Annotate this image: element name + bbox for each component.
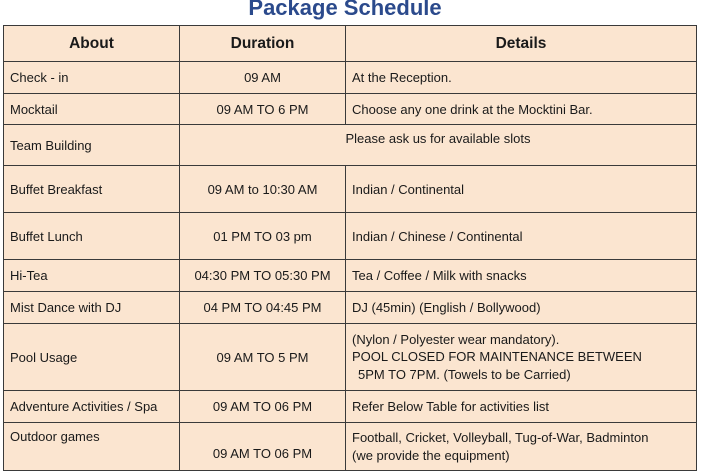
details-line: 5PM TO 7PM. (Towels to be Carried) (358, 366, 571, 382)
row-details: Choose any one drink at the Mocktini Bar. (346, 94, 697, 125)
row-merged-note: Please ask us for available slots (180, 125, 697, 166)
table-row (4, 391, 697, 423)
details-line: (Nylon / Polyester wear mandatory). (352, 331, 560, 347)
column-header-duration: Duration (180, 26, 346, 62)
row-about: Check - in (4, 62, 180, 94)
table-row (4, 260, 697, 292)
table-row (4, 292, 697, 324)
page-title: Package Schedule (248, 0, 442, 20)
table-row (4, 423, 697, 471)
table-row (4, 324, 697, 391)
row-duration: 09 AM (180, 62, 346, 94)
row-duration: 09 AM TO 5 PM (180, 324, 346, 391)
row-details: Indian / Chinese / Continental (346, 213, 697, 260)
row-details (346, 423, 697, 471)
table-row (4, 166, 697, 213)
table-row (4, 94, 697, 125)
row-about: Mist Dance with DJ (4, 292, 180, 324)
table-row (4, 62, 697, 94)
row-duration: 09 AM TO 6 PM (180, 94, 346, 125)
row-about: Mocktail (4, 94, 180, 125)
details-line: Football, Cricket, Volleyball, Tug-of-War, Badminton (352, 430, 649, 445)
row-about: Pool Usage (4, 324, 180, 391)
row-details: Tea / Coffee / Milk with snacks (346, 260, 697, 292)
row-about: Buffet Lunch (4, 213, 180, 260)
row-duration: 09 AM TO 06 PM (180, 391, 346, 423)
row-details: Refer Below Table for activities list (346, 391, 697, 423)
package-schedule-table (3, 25, 697, 471)
row-duration: 04 PM TO 04:45 PM (180, 292, 346, 324)
row-about: Team Building (4, 125, 180, 166)
row-about: Outdoor games (4, 423, 180, 471)
table-row (4, 213, 697, 260)
row-details: At the Reception. (346, 62, 697, 94)
row-about: Hi-Tea (4, 260, 180, 292)
row-duration: 04:30 PM TO 05:30 PM (180, 260, 346, 292)
table-row (4, 125, 697, 166)
details-line: (we provide the equipment) (352, 447, 510, 463)
row-about: Buffet Breakfast (4, 166, 180, 213)
row-about: Adventure Activities / Spa (4, 391, 180, 423)
row-duration: 09 AM TO 06 PM (180, 423, 346, 471)
row-details: Indian / Continental (346, 166, 697, 213)
details-line: POOL CLOSED FOR MAINTENANCE BETWEEN (352, 349, 642, 365)
row-details (346, 324, 697, 391)
row-details: DJ (45min) (English / Bollywood) (346, 292, 697, 324)
column-header-details: Details (346, 26, 697, 62)
table-header-row (4, 26, 697, 62)
column-header-about: About (4, 26, 180, 62)
row-duration: 09 AM to 10:30 AM (180, 166, 346, 213)
row-duration: 01 PM TO 03 pm (180, 213, 346, 260)
